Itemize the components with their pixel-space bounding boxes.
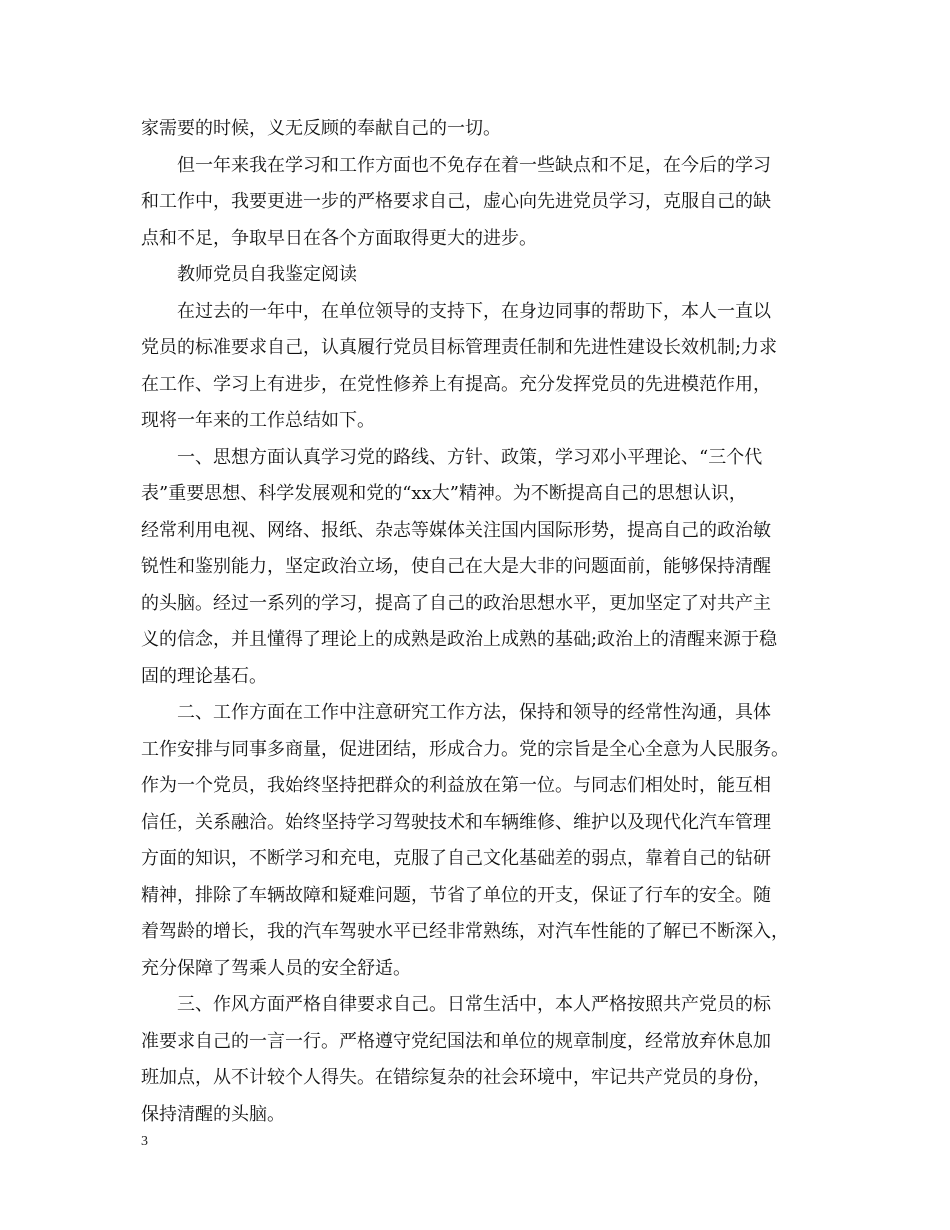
text-line: 经常利用电视、网络、报纸、杂志等媒体关注国内国际形势，提高自己的政治敏 [141, 519, 771, 541]
text-line: 在工作、学习上有进步，在党性修养上有提高。充分发挥党员的先进模范作用， [141, 373, 771, 395]
text-line: 的头脑。经过一系列的学习，提高了自己的政治思想水平，更加坚定了对共产主 [141, 592, 771, 614]
paragraph-start-line: 在过去的一年中，在单位领导的支持下，在身边同事的帮助下，本人一直以 [177, 300, 771, 322]
paragraph-start-line: 二、工作方面在工作中注意研究工作方法，保持和领导的经常性沟通，具体 [177, 702, 771, 723]
text-line: 锐性和鉴别能力，坚定政治立场，使自己在大是大非的问题面前，能够保持清醒 [141, 556, 771, 577]
text-line: 作为一个党员，我始终坚持把群众的利益放在第一位。与同志们相处时，能互相 [141, 775, 771, 796]
text-line: 精神，排除了车辆故障和疑难问题，节省了单位的开支，保证了行车的安全。随 [141, 884, 771, 906]
text-line: 点和不足，争取早日在各个方面取得更大的进步。 [141, 227, 537, 249]
text-line: 充分保障了驾乘人员的安全舒适。 [141, 957, 411, 979]
text-line: 固的理论基石。 [141, 665, 267, 687]
text-line: 党员的标准要求自己，认真履行党员目标管理责任制和先进性建设长效机制;力求 [141, 337, 778, 358]
text-line: 义的信念，并且懂得了理论上的成熟是政治上成熟的基础;政治上的清醒来源于稳 [141, 629, 778, 650]
paragraph-start-line: 但一年来我在学习和工作方面也不免存在着一些缺点和不足，在今后的学习 [177, 154, 771, 176]
text-line: 工作安排与同事多商量，促进团结，形成合力。党的宗旨是全心全意为人民服务。 [141, 738, 789, 760]
text-line: 方面的知识，不断学习和充电，克服了自己文化基础差的弱点，靠着自己的钻研 [141, 848, 771, 869]
text-line: 保持清醒的头脑。 [141, 1103, 285, 1125]
body-text [141, 111, 821, 1133]
text-line: 家需要的时候，义无反顾的奉献自己的一切。 [141, 118, 501, 139]
paragraph-start-line: 三、作风方面严格自律要求自己。日常生活中，本人严格按照共产党员的标 [177, 994, 771, 1015]
text-line: 班加点，从不计较个人得失。在错综复杂的社会环境中，牢记共产党员的身份， [141, 1067, 771, 1088]
paragraph-start-line: 一、思想方面认真学习党的路线、方针、政策，学习邓小平理论、“三个代 [177, 446, 763, 468]
text-line: 表”重要思想、科学发展观和党的“xx大”精神。为不断提高自己的思想认识， [141, 483, 747, 504]
section-heading: 教师党员自我鉴定阅读 [177, 264, 357, 285]
text-line: 现将一年来的工作总结如下。 [141, 410, 375, 431]
text-line: 准要求自己的一言一行。严格遵守党纪国法和单位的规章制度，经常放弃休息加 [141, 1030, 771, 1052]
text-line: 着驾龄的增长，我的汽车驾驶水平已经非常熟练，对汽车性能的了解已不断深入， [141, 921, 789, 942]
text-line: 和工作中，我要更进一步的严格要求自己，虚心向先进党员学习，克服自己的缺 [141, 191, 771, 212]
text-line: 信任，关系融洽。始终坚持学习驾驶技术和车辆维修、维护以及现代化汽车管理 [141, 811, 771, 833]
page-number: 3 [141, 1134, 148, 1149]
